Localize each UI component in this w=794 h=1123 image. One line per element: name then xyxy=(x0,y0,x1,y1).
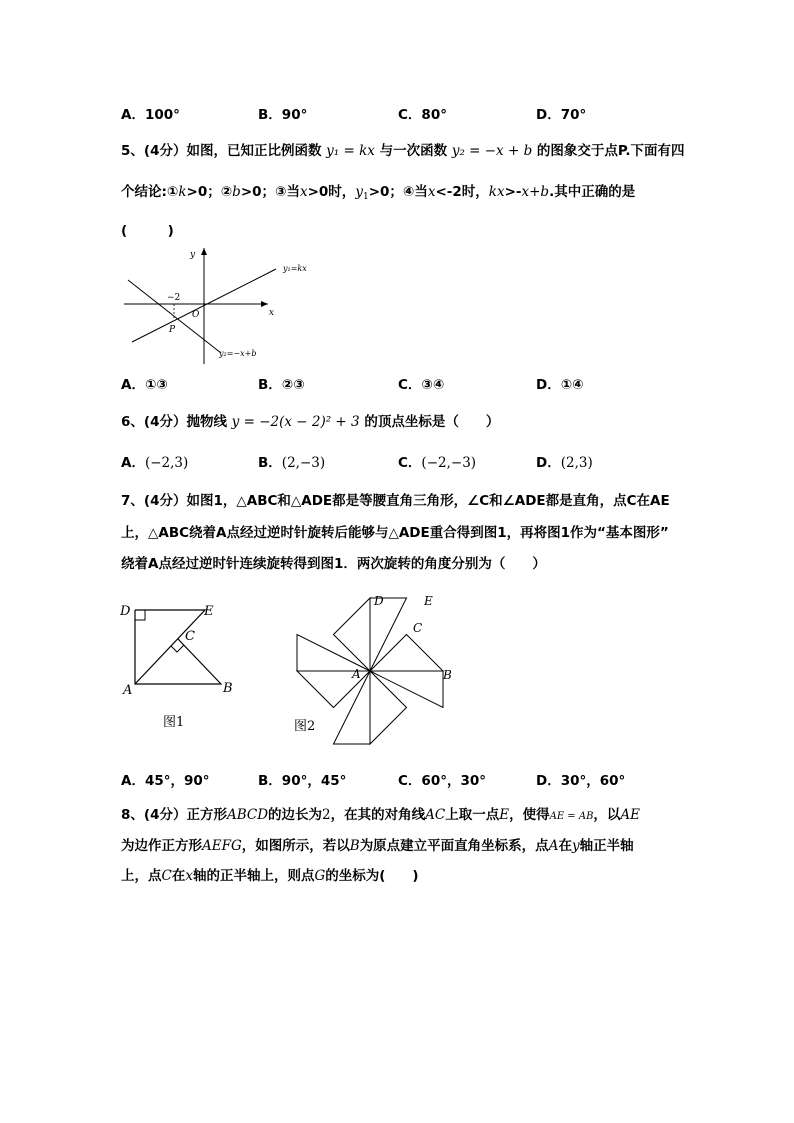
x-axis-arrow-icon xyxy=(261,301,268,307)
fig1-right-angle-d-icon xyxy=(135,610,145,620)
fig1-label-e: E xyxy=(204,604,214,619)
q7-option-d: D．30°，60° xyxy=(536,773,626,789)
q8-line-1: 8、(4分）正方形ABCD的边长为2，在其的对角线AC上取一点E，使得AE = AB，以AE xyxy=(121,807,641,823)
graph-line1-label: y₁=kx xyxy=(283,264,307,273)
q5-option-a: A．①③ xyxy=(121,377,168,393)
fig2-label-a: A xyxy=(352,667,361,681)
graph-line2-label: y₂=−x+b xyxy=(219,349,257,358)
q5-answer-paren: ( ) xyxy=(121,223,174,239)
fig1-triangle-abc xyxy=(135,610,221,684)
q6-option-a: A．(−2,3) xyxy=(121,455,189,471)
q8-line-3: 上，点C在x轴的正半轴上，则点G的坐标为( ) xyxy=(121,868,419,884)
fig1-label-d: D xyxy=(120,604,131,619)
fig2-label-e: E xyxy=(424,594,433,608)
y-axis-arrow-icon xyxy=(201,248,207,255)
pinwheel-figure xyxy=(297,598,443,744)
graph-y-label: y xyxy=(190,250,196,260)
q7-option-a: A．45°，90° xyxy=(121,773,210,789)
q7-line-2: 上，△ABC绕着A点经过逆时针旋转后能够与△ADE重合得到图1，再将图1作为“基本图形” xyxy=(121,525,669,541)
fig2-caption: 图2 xyxy=(294,719,316,734)
q6-option-d: D．(2,3) xyxy=(536,455,593,471)
fig1-right-angle-c-icon xyxy=(171,645,184,652)
q7-figure-2 xyxy=(290,583,465,758)
q5-line-2: 个结论:①k>0；②b>0；③当x>0时，$y_1>0$；④当x<-2时，kx>-x+b.其中正确的是 xyxy=(121,184,636,202)
fig1-triangle-ade xyxy=(135,610,205,684)
q4-option-c: C．80° xyxy=(398,107,447,123)
q7-line-1: 7、(4分）如图1，△ABC和△ADE都是等腰直角三角形，∠C和∠ADE都是直角，点C在AE xyxy=(121,493,670,509)
q6-question: 6、(4分）抛物线 y = −2(x − 2)² + 3 的顶点坐标是（ ） xyxy=(121,414,500,430)
fig2-label-b: B xyxy=(443,668,452,682)
q5-option-b: B．②③ xyxy=(258,377,305,393)
q5-graph-figure xyxy=(118,242,318,367)
fig1-label-b: B xyxy=(223,681,233,696)
fig2-label-d: D xyxy=(374,594,384,608)
fig1-label-a: A xyxy=(123,683,133,698)
q5-option-c: C．③④ xyxy=(398,377,445,393)
fig2-label-c: C xyxy=(413,621,423,635)
q4-option-a: A．100° xyxy=(121,107,180,123)
q4-option-d: D．70° xyxy=(536,107,587,123)
line-y2 xyxy=(128,280,221,353)
q7-option-b: B．90°，45° xyxy=(258,773,347,789)
q4-option-b: B．90° xyxy=(258,107,308,123)
q8-line-2: 为边作正方形AEFG，如图所示，若以B为原点建立平面直角坐标系，点A在y轴正半轴 xyxy=(121,838,634,854)
q7-line-3: 绕着A点经过逆时针连续旋转得到图1．两次旋转的角度分别为（ ） xyxy=(121,556,546,572)
q5-line-1: 5、(4分）如图，已知正比例函数 y₁ = kx 与一次函数 y₂ = −x + b 的图象交于点P.下面有四 xyxy=(121,143,685,159)
graph-neg2-label: −2 xyxy=(167,293,181,303)
q7-figure-1 xyxy=(114,598,249,738)
fig1-caption: 图1 xyxy=(163,715,185,730)
graph-p-label: P xyxy=(169,325,176,335)
q6-option-b: B．(2,−3) xyxy=(258,455,326,471)
graph-x-label: x xyxy=(269,308,275,318)
fig1-label-c: C xyxy=(185,629,195,644)
q6-option-c: C．(−2,−3) xyxy=(398,455,477,471)
graph-origin-label: O xyxy=(192,310,200,320)
q7-option-c: C．60°，30° xyxy=(398,773,486,789)
q5-option-d: D．①④ xyxy=(536,377,584,393)
